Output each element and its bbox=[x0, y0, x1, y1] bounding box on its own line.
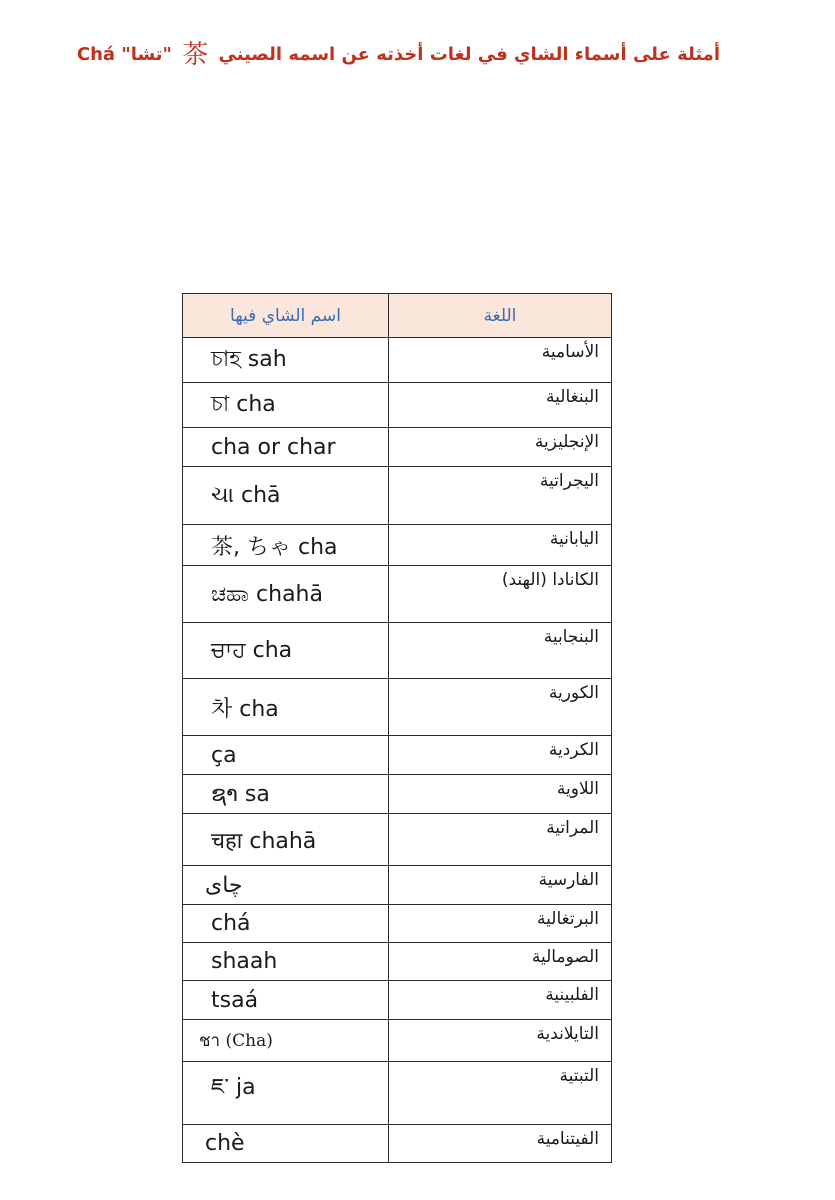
table-row bbox=[183, 525, 612, 566]
tea-name-cell: cha or char bbox=[183, 428, 389, 467]
tea-name-cell: ຊາ sa bbox=[183, 775, 389, 814]
tea-name-cell: ça bbox=[183, 736, 389, 775]
language-cell: التبتية bbox=[389, 1062, 612, 1125]
tea-names-table bbox=[182, 293, 612, 1163]
title-text: أمثلة على أسماء الشاي في لغات أخذته عن اسمه الصيني bbox=[218, 44, 720, 65]
language-cell: الفيتنامية bbox=[389, 1125, 612, 1163]
language-cell: البرتغالية bbox=[389, 905, 612, 943]
language-cell: اليابانية bbox=[389, 525, 612, 566]
table-row bbox=[183, 905, 612, 943]
language-cell: الإنجليزية bbox=[389, 428, 612, 467]
table-row bbox=[183, 775, 612, 814]
tea-name-cell: ཇ་ ja bbox=[183, 1062, 389, 1125]
table-row bbox=[183, 1125, 612, 1163]
tea-name-cell: ಚಹಾ chahā bbox=[183, 566, 389, 623]
tea-name-cell: ชา (Cha) bbox=[183, 1020, 389, 1062]
table-row bbox=[183, 467, 612, 525]
table-row bbox=[183, 943, 612, 981]
language-cell: البنجابية bbox=[389, 623, 612, 679]
tea-name-cell: 차 cha bbox=[183, 679, 389, 736]
language-cell: اليجراتية bbox=[389, 467, 612, 525]
tea-name-cell: 茶, ちゃ cha bbox=[183, 525, 389, 566]
tea-name-cell: চাহ sah bbox=[183, 338, 389, 383]
tea-name-cell: चहा chahā bbox=[183, 814, 389, 866]
title-latin: Chá bbox=[76, 44, 116, 65]
language-cell: اللاوية bbox=[389, 775, 612, 814]
title-hanzi: 茶 bbox=[182, 40, 209, 70]
title-quoted: "تشا" bbox=[121, 44, 172, 65]
tea-name-cell: چای bbox=[183, 866, 389, 905]
language-cell: الكورية bbox=[389, 679, 612, 736]
table-row bbox=[183, 566, 612, 623]
table-row bbox=[183, 1062, 612, 1125]
table-row bbox=[183, 866, 612, 905]
language-cell: الصومالية bbox=[389, 943, 612, 981]
table-row bbox=[183, 679, 612, 736]
table-row bbox=[183, 814, 612, 866]
table-header-row bbox=[183, 294, 612, 338]
tea-name-cell: shaah bbox=[183, 943, 389, 981]
header-language: اللغة bbox=[389, 294, 612, 338]
tea-name-cell: tsaá bbox=[183, 981, 389, 1020]
table-row bbox=[183, 1020, 612, 1062]
table-row bbox=[183, 383, 612, 428]
tea-name-cell: chá bbox=[183, 905, 389, 943]
table-row bbox=[183, 736, 612, 775]
language-cell: الأسامية bbox=[389, 338, 612, 383]
language-cell: الفارسية bbox=[389, 866, 612, 905]
header-tea-name: اسم الشاي فيها bbox=[183, 294, 389, 338]
tea-name-cell: ਚਾਹ cha bbox=[183, 623, 389, 679]
page-title bbox=[60, 34, 720, 71]
table-row bbox=[183, 428, 612, 467]
language-cell: التايلاندية bbox=[389, 1020, 612, 1062]
table-row bbox=[183, 338, 612, 383]
language-cell: الفلبينية bbox=[389, 981, 612, 1020]
table-row bbox=[183, 981, 612, 1020]
language-cell: الكردية bbox=[389, 736, 612, 775]
tea-name-cell: chè bbox=[183, 1125, 389, 1163]
language-cell: البنغالية bbox=[389, 383, 612, 428]
language-cell: الكانادا (الهند) bbox=[389, 566, 612, 623]
tea-name-cell: চা cha bbox=[183, 383, 389, 428]
tea-name-cell: ચા chā bbox=[183, 467, 389, 525]
language-cell: المراتية bbox=[389, 814, 612, 866]
table-row bbox=[183, 623, 612, 679]
